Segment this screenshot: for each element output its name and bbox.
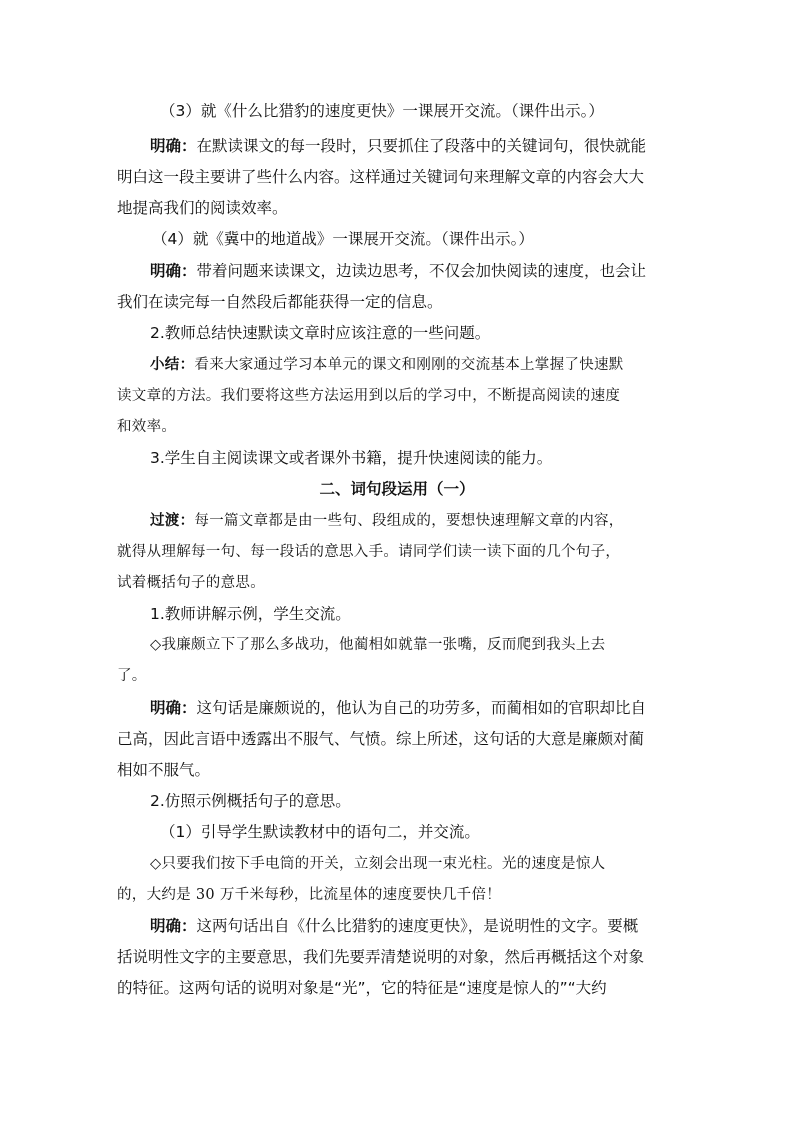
text-line: 地提高我们的阅读效率。 bbox=[117, 199, 288, 217]
clarification-text: 带着问题来读课文，边读边思考，不仅会加快阅读的速度，也会让 bbox=[196, 262, 647, 280]
clarification-label: 明确： bbox=[150, 262, 197, 280]
section-heading: 二、词句段运用（一） bbox=[319, 480, 475, 498]
text-line: 己高，因此言语中透露出不服气、气愤。综上所述，这句话的大意是廉颇对蔺 bbox=[117, 730, 645, 748]
sub-step-1-text: （1）引导学生默读教材中的语句二，并交流。 bbox=[160, 823, 480, 841]
summary-label: 小结： bbox=[150, 356, 195, 373]
summary-text: 看来大家通过学习本单元的课文和刚刚的交流基本上掌握了快速默 bbox=[194, 357, 624, 373]
text-line: 读文章的方法。我们要将这些方法运用到以后的学习中，不断提高阅读的速度 bbox=[117, 388, 621, 404]
text-line: 了。 bbox=[117, 668, 147, 684]
text-line: 和效率。 bbox=[117, 419, 177, 435]
text-line: 相如不服气。 bbox=[117, 761, 211, 779]
paragraph-3-heading: （3）就《什么比猎豹的速度更快》一课展开交流。（课件出示。） bbox=[160, 102, 604, 120]
text-line: 明白这一段主要讲了些什么内容。这样通过关键词句来理解文章的内容会大大 bbox=[117, 168, 645, 186]
transition-paragraph bbox=[150, 511, 624, 531]
clarification-paragraph-4 bbox=[150, 916, 638, 936]
text-line: 的，大约是 30 万千米每秒，比流星体的速度要快几千倍！ bbox=[117, 887, 502, 903]
summary-paragraph bbox=[150, 355, 624, 375]
example-sentence-1: ◇我廉颇立下了那么多战功，他蔺相如就靠一张嘴，反而爬到我头上去 bbox=[150, 637, 606, 653]
clarification-label: 明确： bbox=[150, 137, 197, 155]
clarification-paragraph-1 bbox=[150, 136, 646, 156]
example-sentence-2: ◇只要我们按下手电筒的开关，立刻会出现一束光柱。光的速度是惊人 bbox=[150, 856, 606, 872]
text-line: 我们在读完每一自然段后都能获得一定的信息。 bbox=[117, 293, 443, 311]
step-2b-text: 2.仿照示例概括句子的意思。 bbox=[150, 792, 351, 810]
text-line: 的特征。这两句话的说明对象是“光”，它的特征是“速度是惊人的”“大约 bbox=[117, 979, 607, 997]
step-1-text: 1.教师讲解示例，学生交流。 bbox=[150, 605, 351, 623]
clarification-paragraph-3 bbox=[150, 698, 646, 718]
clarification-text: 这句话是廉颇说的，他认为自己的功劳多，而蔺相如的官职却比自 bbox=[196, 699, 647, 717]
step-2-text: 2.教师总结快速默读文章时应该注意的一些问题。 bbox=[150, 324, 491, 342]
clarification-label: 明确： bbox=[150, 917, 197, 935]
transition-label: 过渡： bbox=[150, 512, 195, 529]
clarification-text: 在默读课文的每一段时，只要抓住了段落中的关键词句，很快就能 bbox=[196, 137, 647, 155]
step-3-text: 3.学生自主阅读课文或者课外书籍，提升快速阅读的能力。 bbox=[150, 449, 553, 467]
paragraph-4-heading: （4）就《冀中的地道战》一课展开交流。（课件出示。） bbox=[152, 230, 534, 248]
text-line: 就得从理解每一句、每一段话的意思入手。请同学们读一读下面的几个句子， bbox=[117, 544, 621, 560]
text-line: 试着概括句子的意思。 bbox=[117, 575, 265, 591]
transition-text: 每一篇文章都是由一些句、段组成的，要想快速理解文章的内容， bbox=[194, 513, 624, 529]
clarification-label: 明确： bbox=[150, 699, 197, 717]
clarification-paragraph-2 bbox=[150, 261, 646, 281]
text-line: 括说明性文字的主要意思，我们先要弄清楚说明的对象，然后再概括这个对象 bbox=[117, 948, 645, 966]
clarification-text: 这两句话出自《什么比猎豹的速度更快》，是说明性的文字。要概 bbox=[196, 917, 639, 935]
